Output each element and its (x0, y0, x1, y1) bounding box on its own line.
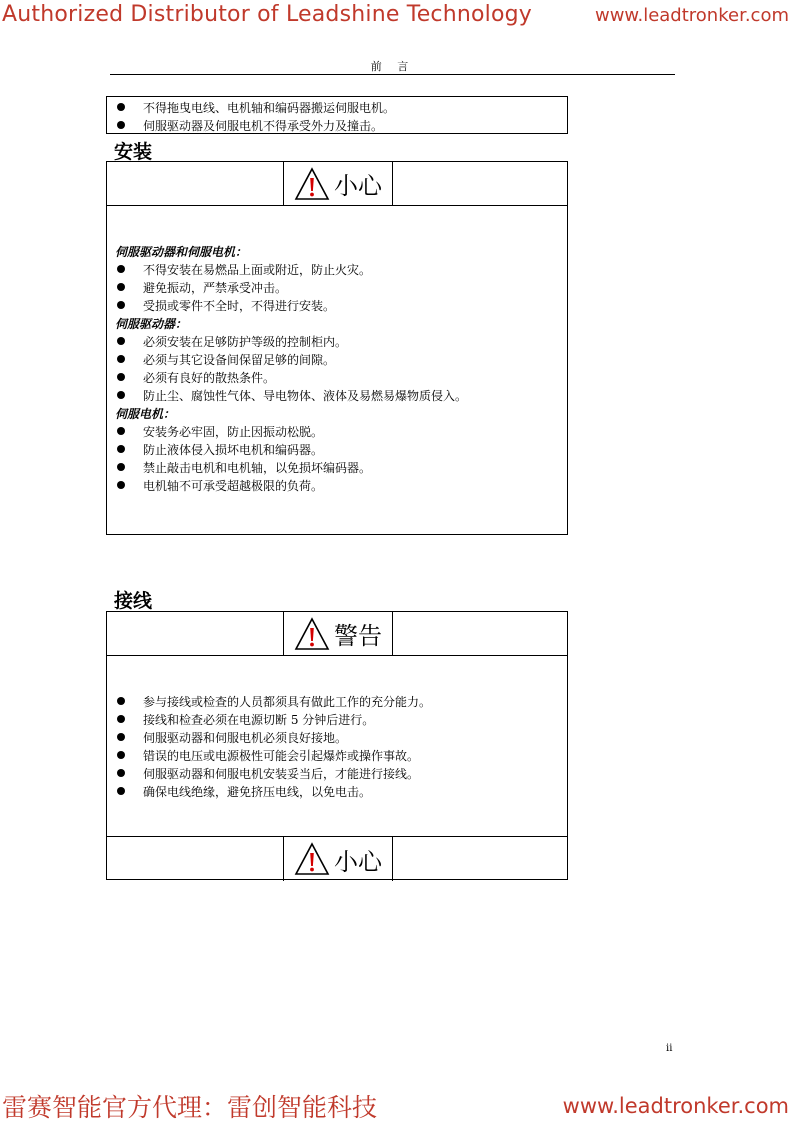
handling-notes-box (106, 96, 568, 134)
warning-triangle-icon (294, 842, 330, 876)
wiring-section-title: 接线 (114, 590, 153, 612)
warning-header (107, 612, 567, 656)
bullet-icon (117, 481, 125, 489)
bullet-icon (117, 355, 125, 363)
list-item (107, 332, 567, 350)
caution-footer-row (107, 836, 567, 881)
list-item (107, 386, 567, 404)
bullet-icon (117, 787, 125, 795)
warning-triangle-icon (294, 167, 330, 201)
list-item-text: 必须与其它设备间保留足够的间隙。 (143, 352, 336, 367)
warning-triangle-icon (294, 617, 330, 651)
bullet-icon (117, 265, 125, 273)
list-item (107, 350, 567, 368)
watermark-top-left: Authorized Distributor of Leadshine Technology (2, 2, 533, 27)
list-item-text: 必须有良好的散热条件。 (143, 370, 276, 385)
caution-label-cell (283, 837, 393, 881)
bullet-icon (117, 427, 125, 435)
list-item (107, 692, 567, 710)
list-item (107, 746, 567, 764)
list-item (107, 782, 567, 800)
page-number: ii (666, 1043, 673, 1054)
bullet-icon (117, 373, 125, 381)
bullet-icon (117, 733, 125, 741)
caution-label-cell (283, 162, 393, 205)
list-item (107, 476, 567, 494)
list-item-text: 避免振动，严禁承受冲击。 (143, 280, 288, 295)
bullet-icon (117, 283, 125, 291)
list-item-text: 参与接线或检查的人员都须具有做此工作的充分能力。 (143, 694, 432, 709)
list-item (107, 422, 567, 440)
warning-label-cell (283, 612, 393, 655)
group-heading: 伺服电机： (115, 406, 176, 421)
bullet-icon (117, 751, 125, 759)
list-item-text: 防止尘、腐蚀性气体、导电物体、液体及易燃易爆物质侵入。 (143, 388, 468, 403)
list-item-text: 确保电线绝缘，避免挤压电线，以免电击。 (143, 784, 372, 799)
watermark-bottom-right: www.leadtronker.com (562, 1094, 789, 1118)
install-caution-box (106, 161, 568, 535)
list-item-text: 错误的电压或电源极性可能会引起爆炸或操作事故。 (143, 748, 420, 763)
bullet-icon (117, 301, 125, 309)
warning-label: 警告 (334, 622, 382, 650)
list-item-text: 接线和检查必须在电源切断 5 分钟后进行。 (143, 712, 375, 727)
list-item-text: 受损或零件不全时，不得进行安装。 (143, 298, 336, 313)
caution-label: 小心 (334, 847, 382, 876)
list-item-text: 禁止敲击电机和电机轴，以免损坏编码器。 (143, 460, 372, 475)
list-item (107, 440, 567, 458)
watermark-bottom-left: 雷赛智能官方代理：雷创智能科技 (2, 1093, 378, 1122)
page-header: 前 言 (370, 60, 415, 73)
bullet-icon (117, 103, 125, 111)
list-item (107, 116, 567, 134)
list-item-text: 伺服驱动器和伺服电机安装妥当后，才能进行接线。 (143, 766, 420, 781)
list-item (107, 764, 567, 782)
list-item (107, 296, 567, 314)
list-item (107, 458, 567, 476)
list-item (107, 368, 567, 386)
list-item-text: 不得安装在易燃品上面或附近，防止火灾。 (143, 262, 372, 277)
caution-label: 小心 (334, 172, 382, 200)
group-heading: 伺服驱动器： (115, 316, 188, 331)
list-item-text: 不得拖曳电线、电机轴和编码器搬运伺服电机。 (143, 100, 396, 115)
install-section-title: 安装 (114, 141, 153, 163)
bullet-icon (117, 697, 125, 705)
caution-header (107, 162, 567, 206)
bullet-icon (117, 769, 125, 777)
watermark-top-right: www.leadtronker.com (594, 5, 789, 26)
list-item (107, 728, 567, 746)
list-item (107, 260, 567, 278)
list-item (107, 710, 567, 728)
bullet-icon (117, 121, 125, 129)
bullet-icon (117, 715, 125, 723)
list-item-text: 防止液体侵入损坏电机和编码器。 (143, 442, 324, 457)
list-item-text: 必须安装在足够防护等级的控制柜内。 (143, 334, 348, 349)
list-item-text: 安装务必牢固，防止因振动松脱。 (143, 424, 324, 439)
list-item-text: 伺服驱动器和伺服电机必须良好接地。 (143, 730, 348, 745)
list-item (107, 278, 567, 296)
bullet-icon (117, 391, 125, 399)
list-item (107, 98, 567, 116)
bullet-icon (117, 445, 125, 453)
list-item-text: 电机轴不可承受超越极限的负荷。 (143, 478, 324, 493)
header-rule (110, 74, 675, 75)
bullet-icon (117, 463, 125, 471)
bullet-icon (117, 337, 125, 345)
list-item-text: 伺服驱动器及伺服电机不得承受外力及撞击。 (143, 118, 384, 133)
group-heading: 伺服驱动器和伺服电机： (115, 244, 248, 259)
wiring-warning-box (106, 611, 568, 880)
